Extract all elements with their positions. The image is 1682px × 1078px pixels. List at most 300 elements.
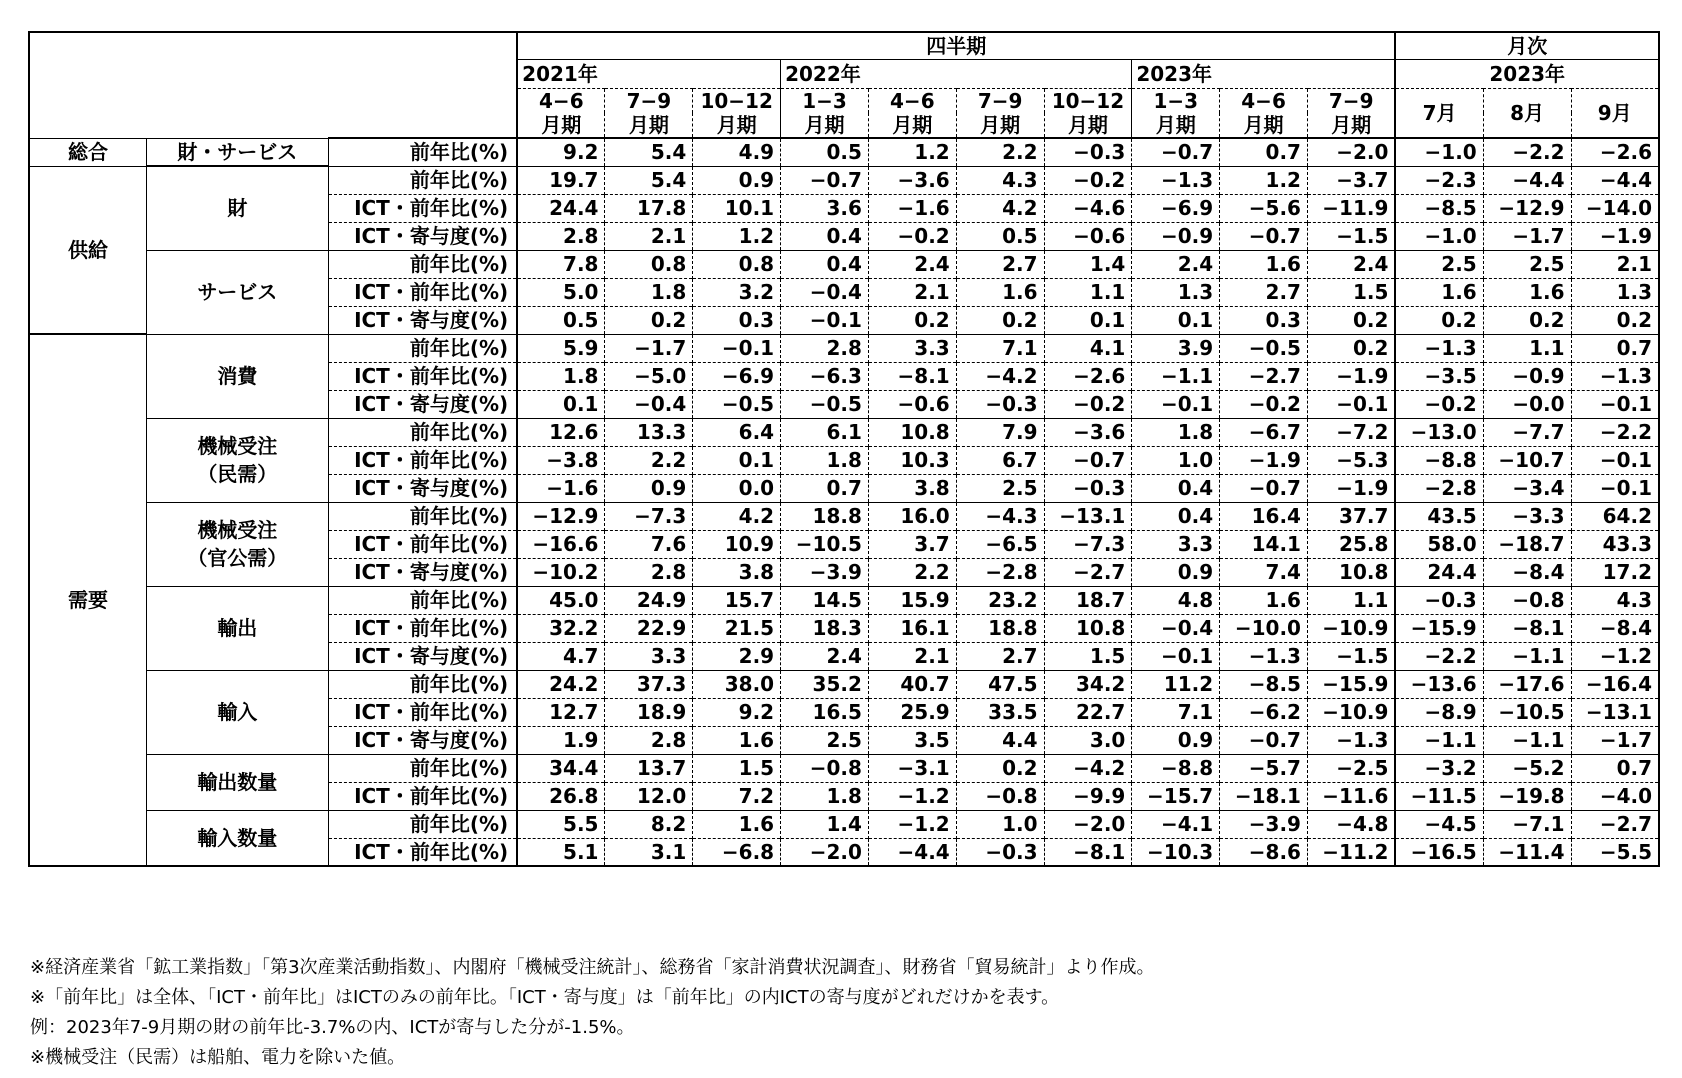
value-cell: −0.6 (1044, 222, 1132, 250)
value-cell: 2.1 (605, 222, 693, 250)
value-cell: 2.2 (868, 558, 956, 586)
value-cell: 13.3 (605, 418, 693, 446)
quarter-col-bottom: 月期 (1307, 113, 1395, 138)
measure-label: ICT・前年比(%) (328, 194, 517, 222)
value-cell: −3.1 (868, 754, 956, 782)
value-cell: −4.6 (1044, 194, 1132, 222)
value-cell: 1.5 (1307, 278, 1395, 306)
measure-label: ICT・前年比(%) (328, 838, 517, 866)
group-machinery-private (146, 418, 328, 502)
value-cell: 3.3 (1132, 530, 1220, 558)
value-cell: 2.8 (605, 726, 693, 754)
value-cell: 2.8 (605, 558, 693, 586)
value-cell: −4.5 (1395, 810, 1483, 838)
value-cell: 10.8 (868, 418, 956, 446)
table-row (29, 670, 1659, 698)
value-cell: 45.0 (517, 586, 605, 614)
value-cell: 3.2 (693, 278, 781, 306)
measure-label: ICT・寄与度(%) (328, 558, 517, 586)
value-cell: 2.1 (1571, 250, 1659, 278)
value-cell: 0.9 (1132, 726, 1220, 754)
value-cell: −1.0 (1395, 138, 1483, 166)
footnotes (30, 953, 1155, 1073)
value-cell: 0.7 (1571, 334, 1659, 362)
value-cell: −8.8 (1132, 754, 1220, 782)
value-cell: −0.7 (781, 166, 869, 194)
value-cell: 3.3 (605, 642, 693, 670)
value-cell: −2.6 (1044, 362, 1132, 390)
value-cell: 4.1 (1044, 334, 1132, 362)
value-cell: −1.3 (1395, 334, 1483, 362)
value-cell: 4.2 (693, 502, 781, 530)
value-cell: 3.8 (868, 474, 956, 502)
value-cell: 43.5 (1395, 502, 1483, 530)
value-cell: 1.3 (1571, 278, 1659, 306)
value-cell: 15.9 (868, 586, 956, 614)
value-cell: 2.8 (517, 222, 605, 250)
value-cell: 1.4 (1044, 250, 1132, 278)
value-cell: −13.0 (1395, 418, 1483, 446)
measure-label: 前年比(%) (328, 418, 517, 446)
value-cell: −0.3 (1044, 138, 1132, 166)
table-row (29, 138, 1659, 166)
table-row (29, 502, 1659, 530)
value-cell: 24.9 (605, 586, 693, 614)
value-cell: 23.2 (956, 586, 1044, 614)
value-cell: 6.1 (781, 418, 869, 446)
value-cell: 37.7 (1307, 502, 1395, 530)
value-cell: 7.4 (1220, 558, 1308, 586)
quarter-col-top: 7−9 (605, 88, 693, 113)
table-row (29, 250, 1659, 278)
measure-label: 前年比(%) (328, 586, 517, 614)
value-cell: 1.8 (781, 782, 869, 810)
table-row (29, 586, 1659, 614)
value-cell: 5.5 (517, 810, 605, 838)
value-cell: 0.2 (1483, 306, 1571, 334)
value-cell: 2.2 (605, 446, 693, 474)
value-cell: 24.4 (1395, 558, 1483, 586)
value-cell: −11.6 (1307, 782, 1395, 810)
value-cell: 10.3 (868, 446, 956, 474)
value-cell: 1.6 (1483, 278, 1571, 306)
value-cell: −0.1 (1571, 390, 1659, 418)
quarter-col-top: 10−12 (1044, 88, 1132, 113)
value-cell: −1.3 (1307, 726, 1395, 754)
value-cell: −12.9 (517, 502, 605, 530)
value-cell: −2.7 (1571, 810, 1659, 838)
value-cell: −8.9 (1395, 698, 1483, 726)
value-cell: 0.4 (781, 250, 869, 278)
footnote-machinery: ※機械受注（民需）は船舶、電力を除いた値。 (30, 1047, 406, 1068)
value-cell: −11.2 (1307, 838, 1395, 866)
value-cell: −5.3 (1307, 446, 1395, 474)
value-cell: 0.3 (1220, 306, 1308, 334)
value-cell: −4.2 (1044, 754, 1132, 782)
value-cell: −0.0 (1483, 390, 1571, 418)
value-cell: −10.5 (1483, 698, 1571, 726)
value-cell: −12.9 (1483, 194, 1571, 222)
value-cell: −5.7 (1220, 754, 1308, 782)
value-cell: 2.2 (956, 138, 1044, 166)
value-cell: 1.4 (781, 810, 869, 838)
value-cell: 0.2 (605, 306, 693, 334)
value-cell: 0.5 (781, 138, 869, 166)
value-cell: 25.8 (1307, 530, 1395, 558)
value-cell: 5.9 (517, 334, 605, 362)
value-cell: 8.2 (605, 810, 693, 838)
value-cell: 12.0 (605, 782, 693, 810)
value-cell: 0.8 (693, 250, 781, 278)
value-cell: 1.5 (1044, 642, 1132, 670)
value-cell: −1.5 (1307, 642, 1395, 670)
value-cell: −6.9 (693, 362, 781, 390)
value-cell: 40.7 (868, 670, 956, 698)
value-cell: −2.8 (956, 558, 1044, 586)
value-cell: 3.5 (868, 726, 956, 754)
value-cell: −15.7 (1132, 782, 1220, 810)
value-cell: 10.8 (1307, 558, 1395, 586)
value-cell: 35.2 (781, 670, 869, 698)
value-cell: 5.1 (517, 838, 605, 866)
value-cell: −2.7 (1220, 362, 1308, 390)
value-cell: 0.1 (1044, 306, 1132, 334)
value-cell: −8.6 (1220, 838, 1308, 866)
value-cell: −6.9 (1132, 194, 1220, 222)
measure-label: 前年比(%) (328, 138, 517, 166)
value-cell: 0.0 (693, 474, 781, 502)
value-cell: −0.2 (1395, 390, 1483, 418)
value-cell: 0.1 (693, 446, 781, 474)
value-cell: −1.1 (1395, 726, 1483, 754)
value-cell: −0.4 (1132, 614, 1220, 642)
value-cell: 16.1 (868, 614, 956, 642)
measure-label: 前年比(%) (328, 754, 517, 782)
year-label-2023: 2023年 (1132, 59, 1396, 88)
value-cell: 47.5 (956, 670, 1044, 698)
value-cell: 3.0 (1044, 726, 1132, 754)
value-cell: 16.4 (1220, 502, 1308, 530)
group-consumption: 消費 (146, 334, 328, 418)
value-cell: 3.7 (868, 530, 956, 558)
value-cell: −0.1 (1132, 390, 1220, 418)
table-container (28, 31, 1660, 867)
value-cell: 2.4 (1132, 250, 1220, 278)
value-cell: −1.9 (1220, 446, 1308, 474)
quarter-col-bottom: 月期 (693, 113, 781, 138)
value-cell: 1.6 (693, 726, 781, 754)
quarter-col-bottom: 月期 (605, 113, 693, 138)
value-cell: 2.7 (1220, 278, 1308, 306)
value-cell: 38.0 (693, 670, 781, 698)
measure-label: ICT・前年比(%) (328, 362, 517, 390)
value-cell: −1.7 (1483, 222, 1571, 250)
value-cell: 2.1 (868, 278, 956, 306)
value-cell: −8.1 (868, 362, 956, 390)
value-cell: 2.8 (781, 334, 869, 362)
group-exports: 輸出 (146, 586, 328, 670)
value-cell: −5.2 (1483, 754, 1571, 782)
value-cell: −16.6 (517, 530, 605, 558)
value-cell: 2.4 (868, 250, 956, 278)
value-cell: 1.8 (517, 362, 605, 390)
quarter-col-bottom: 月期 (868, 113, 956, 138)
table-row (29, 754, 1659, 782)
category-supply: 供給 (29, 166, 146, 334)
value-cell: 2.5 (1483, 250, 1571, 278)
value-cell: −1.5 (1307, 222, 1395, 250)
value-cell: −8.1 (1483, 614, 1571, 642)
value-cell: −10.9 (1307, 614, 1395, 642)
measure-label: ICT・寄与度(%) (328, 222, 517, 250)
value-cell: −13.1 (1044, 502, 1132, 530)
value-cell: −0.7 (1220, 474, 1308, 502)
value-cell: 10.9 (693, 530, 781, 558)
value-cell: −4.4 (868, 838, 956, 866)
group-machinery-public-line: （官公需） (187, 546, 288, 570)
value-cell: −2.0 (1044, 810, 1132, 838)
value-cell: −1.1 (1132, 362, 1220, 390)
value-cell: −0.7 (1132, 138, 1220, 166)
value-cell: 2.1 (868, 642, 956, 670)
value-cell: −10.5 (781, 530, 869, 558)
value-cell: −19.8 (1483, 782, 1571, 810)
value-cell: −0.4 (605, 390, 693, 418)
value-cell: 24.4 (517, 194, 605, 222)
value-cell: 0.3 (693, 306, 781, 334)
ict-statistics-table (28, 31, 1660, 867)
value-cell: 18.8 (781, 502, 869, 530)
quarter-col-top: 7−9 (1307, 88, 1395, 113)
value-cell: −8.5 (1220, 670, 1308, 698)
value-cell: 18.3 (781, 614, 869, 642)
value-cell: 1.3 (1132, 278, 1220, 306)
value-cell: 0.4 (1132, 502, 1220, 530)
measure-label: 前年比(%) (328, 250, 517, 278)
value-cell: −18.7 (1483, 530, 1571, 558)
value-cell: 25.9 (868, 698, 956, 726)
quarter-col-top: 1−3 (781, 88, 869, 113)
value-cell: −2.0 (781, 838, 869, 866)
value-cell: 9.2 (517, 138, 605, 166)
value-cell: 1.2 (693, 222, 781, 250)
value-cell: −6.5 (956, 530, 1044, 558)
value-cell: −0.1 (781, 306, 869, 334)
measure-label: ICT・寄与度(%) (328, 306, 517, 334)
value-cell: 13.7 (605, 754, 693, 782)
value-cell: −11.9 (1307, 194, 1395, 222)
value-cell: 1.1 (1307, 586, 1395, 614)
value-cell: −1.3 (1571, 362, 1659, 390)
value-cell: 7.2 (693, 782, 781, 810)
monthly-header: 月次 (1395, 32, 1659, 59)
value-cell: 4.4 (956, 726, 1044, 754)
value-cell: 0.2 (1307, 334, 1395, 362)
quarterly-header: 四半期 (517, 32, 1395, 59)
value-cell: −0.6 (868, 390, 956, 418)
value-cell: 2.5 (1395, 250, 1483, 278)
quarter-col-top: 7−9 (956, 88, 1044, 113)
value-cell: −7.3 (605, 502, 693, 530)
group-machinery-public (146, 502, 328, 586)
quarter-col-top: 1−3 (1132, 88, 1220, 113)
value-cell: −3.4 (1483, 474, 1571, 502)
value-cell: 0.2 (1307, 306, 1395, 334)
value-cell: 18.8 (956, 614, 1044, 642)
value-cell: 22.7 (1044, 698, 1132, 726)
value-cell: 1.2 (1220, 166, 1308, 194)
value-cell: −7.7 (1483, 418, 1571, 446)
value-cell: 0.9 (1132, 558, 1220, 586)
value-cell: 0.5 (517, 306, 605, 334)
value-cell: −3.5 (1395, 362, 1483, 390)
value-cell: 1.2 (868, 138, 956, 166)
value-cell: 10.1 (693, 194, 781, 222)
value-cell: −0.1 (1571, 474, 1659, 502)
value-cell: 32.2 (517, 614, 605, 642)
value-cell: −8.8 (1395, 446, 1483, 474)
value-cell: 0.2 (956, 306, 1044, 334)
value-cell: 4.3 (956, 166, 1044, 194)
value-cell: 2.5 (956, 474, 1044, 502)
value-cell: 1.8 (605, 278, 693, 306)
value-cell: 0.4 (781, 222, 869, 250)
value-cell: 14.5 (781, 586, 869, 614)
value-cell: −1.6 (517, 474, 605, 502)
value-cell: −13.1 (1571, 698, 1659, 726)
value-cell: 6.4 (693, 418, 781, 446)
measure-label: 前年比(%) (328, 334, 517, 362)
value-cell: 26.8 (517, 782, 605, 810)
value-cell: −1.3 (1132, 166, 1220, 194)
value-cell: −3.2 (1395, 754, 1483, 782)
group-machinery-private-line: 機械受注 (197, 434, 278, 458)
measure-label: ICT・前年比(%) (328, 698, 517, 726)
value-cell: −1.3 (1220, 642, 1308, 670)
group-machinery-private-line: （民需） (197, 462, 278, 486)
value-cell: −2.2 (1483, 138, 1571, 166)
quarter-col-top: 4−6 (517, 88, 605, 113)
value-cell: −2.6 (1571, 138, 1659, 166)
measure-label: ICT・前年比(%) (328, 278, 517, 306)
value-cell: 0.5 (956, 222, 1044, 250)
value-cell: 2.9 (693, 642, 781, 670)
quarter-col-top: 4−6 (868, 88, 956, 113)
quarter-col-top: 10−12 (693, 88, 781, 113)
measure-label: ICT・前年比(%) (328, 614, 517, 642)
value-cell: −1.2 (868, 782, 956, 810)
value-cell: −8.4 (1483, 558, 1571, 586)
value-cell: −4.4 (1483, 166, 1571, 194)
value-cell: −3.9 (1220, 810, 1308, 838)
value-cell: 10.8 (1044, 614, 1132, 642)
value-cell: 3.8 (693, 558, 781, 586)
value-cell: −10.2 (517, 558, 605, 586)
value-cell: −2.7 (1044, 558, 1132, 586)
value-cell: −1.2 (868, 810, 956, 838)
value-cell: 4.3 (1571, 586, 1659, 614)
value-cell: −8.1 (1044, 838, 1132, 866)
value-cell: 3.1 (605, 838, 693, 866)
year-label-2021: 2021年 (517, 59, 780, 88)
value-cell: −9.9 (1044, 782, 1132, 810)
value-cell: −1.7 (1571, 726, 1659, 754)
value-cell: 5.4 (605, 166, 693, 194)
value-cell: 16.0 (868, 502, 956, 530)
value-cell: 1.6 (1220, 586, 1308, 614)
value-cell: 2.5 (781, 726, 869, 754)
group-goods: 財 (146, 166, 328, 250)
value-cell: −13.6 (1395, 670, 1483, 698)
value-cell: −0.8 (1483, 586, 1571, 614)
value-cell: −1.1 (1483, 642, 1571, 670)
value-cell: 24.2 (517, 670, 605, 698)
value-cell: 0.2 (1395, 306, 1483, 334)
measure-label: 前年比(%) (328, 670, 517, 698)
month-col-header: 7月 (1395, 88, 1483, 138)
value-cell: −2.3 (1395, 166, 1483, 194)
measure-label: ICT・前年比(%) (328, 530, 517, 558)
value-cell: −3.3 (1483, 502, 1571, 530)
measure-label: ICT・前年比(%) (328, 446, 517, 474)
value-cell: 15.7 (693, 586, 781, 614)
value-cell: 1.6 (1395, 278, 1483, 306)
value-cell: 4.8 (1132, 586, 1220, 614)
value-cell: −3.7 (1307, 166, 1395, 194)
quarter-col-bottom: 月期 (1220, 113, 1308, 138)
category-demand: 需要 (29, 334, 146, 866)
value-cell: 58.0 (1395, 530, 1483, 558)
year-label-2022: 2022年 (781, 59, 1132, 88)
value-cell: 1.8 (781, 446, 869, 474)
group-machinery-public-line: 機械受注 (197, 518, 278, 542)
value-cell: −8.5 (1395, 194, 1483, 222)
value-cell: 64.2 (1571, 502, 1659, 530)
measure-label: 前年比(%) (328, 502, 517, 530)
value-cell: −10.9 (1307, 698, 1395, 726)
measure-label: ICT・寄与度(%) (328, 474, 517, 502)
value-cell: 33.5 (956, 698, 1044, 726)
value-cell: −6.8 (693, 838, 781, 866)
value-cell: −0.5 (693, 390, 781, 418)
value-cell: −1.7 (605, 334, 693, 362)
group-services: サービス (146, 250, 328, 334)
value-cell: 7.8 (517, 250, 605, 278)
value-cell: 1.1 (1044, 278, 1132, 306)
value-cell: 22.9 (605, 614, 693, 642)
measure-label: 前年比(%) (328, 166, 517, 194)
value-cell: 1.6 (693, 810, 781, 838)
value-cell: −7.3 (1044, 530, 1132, 558)
value-cell: −2.5 (1307, 754, 1395, 782)
value-cell: 1.0 (956, 810, 1044, 838)
value-cell: −18.1 (1220, 782, 1308, 810)
value-cell: −0.3 (956, 390, 1044, 418)
value-cell: −0.1 (693, 334, 781, 362)
footnote-definition: ※「前年比」は全体、「ICT・前年比」はICTのみの前年比。「ICT・寄与度」は「前年比」の内ICTの寄与度がどれだけかを表す。 (30, 987, 1060, 1008)
measure-label: ICT・寄与度(%) (328, 642, 517, 670)
value-cell: 6.7 (956, 446, 1044, 474)
value-cell: 0.7 (1571, 754, 1659, 782)
value-cell: −3.8 (517, 446, 605, 474)
value-cell: 4.7 (517, 642, 605, 670)
value-cell: 14.1 (1220, 530, 1308, 558)
value-cell: −4.8 (1307, 810, 1395, 838)
value-cell: −11.5 (1395, 782, 1483, 810)
value-cell: −0.2 (1044, 390, 1132, 418)
value-cell: 7.6 (605, 530, 693, 558)
value-cell: 2.7 (956, 642, 1044, 670)
